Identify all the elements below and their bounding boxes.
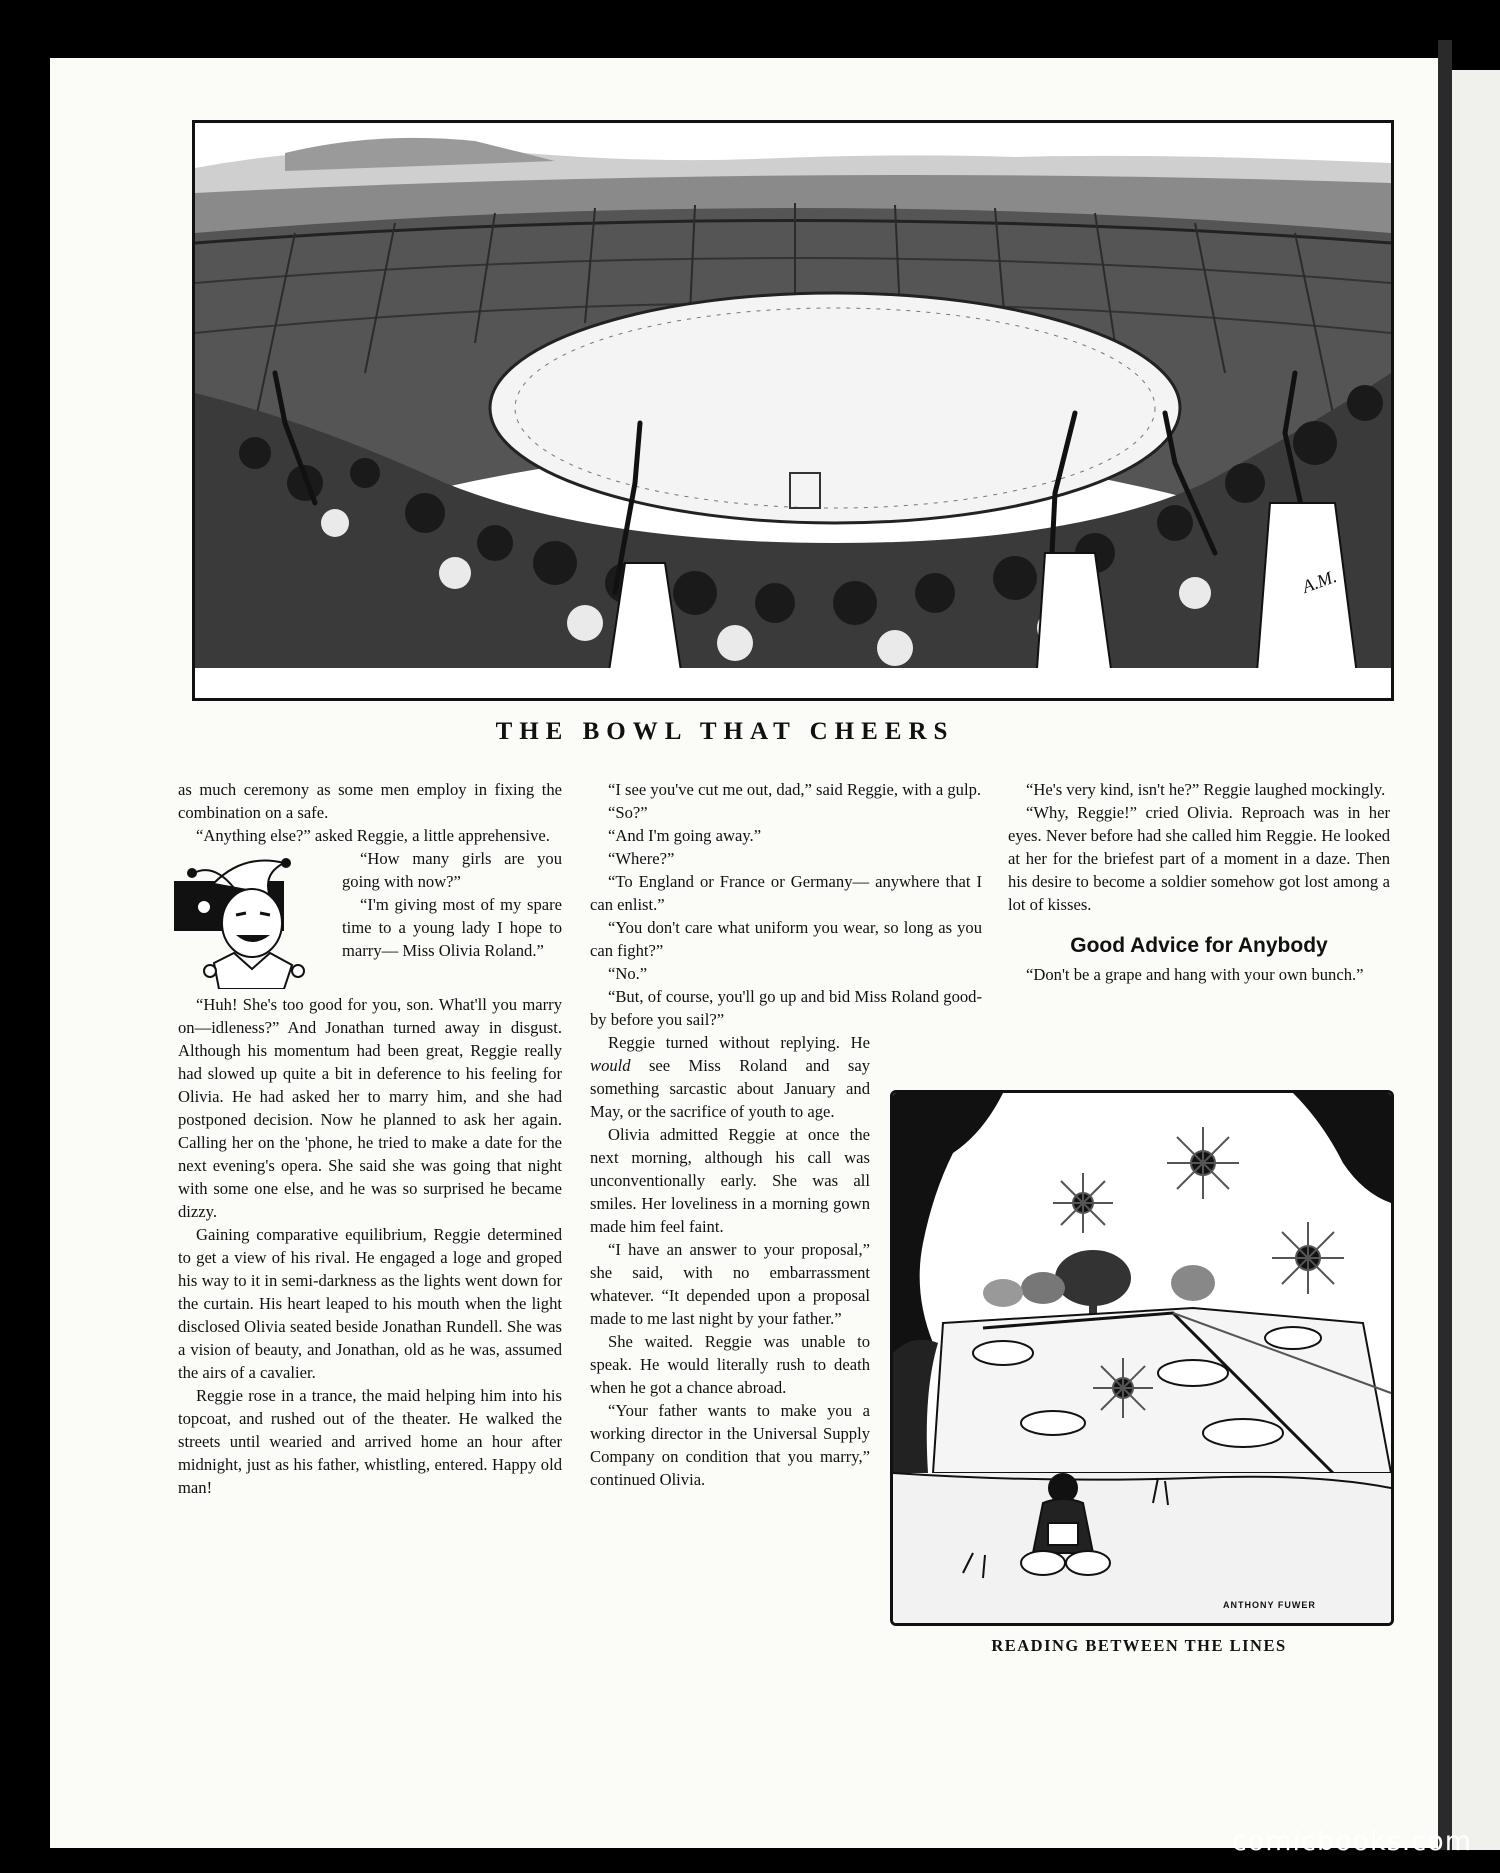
col1-paragraph-5: “Huh! She's too good for you, son. What'll you marry on—idleness?” And Jonathan turned away in disgust. Although his momentum had been great, Reggie really had slowed up quite a bit in deference to his feeling for Olivia. He had asked her to marry him, and she had postponed decision. Now he planned to ask her again. Calling her on the 'phone, he tried to make a date for the next evening's opera. She said she was going that night with some one else, and he was so surprised he became dizzy. bbox=[178, 995, 562, 1221]
page-title: THE BOWL THAT CHEERS bbox=[495, 718, 955, 745]
col3-paragraph-2: “Why, Reggie!” cried Olivia. Reproach was in her eyes. Never before had she called him Reggie. He looked at her for the briefest part of a moment in a daze. Then his desire to become a soldier somehow got lost among a lot of kisses. bbox=[1008, 803, 1390, 914]
col2-paragraph-13: “Your father wants to make you a working director in the Universal Supply Company on condition that you marry,” continued Olivia. bbox=[590, 1401, 870, 1489]
stadium-illustration bbox=[192, 120, 1394, 701]
col2-paragraph-12: She waited. Reggie was unable to speak. He would literally rush to death when he got a chance abroad. bbox=[590, 1332, 870, 1397]
cartoon-signature: ANTHONY FUWER bbox=[1223, 1600, 1316, 1610]
col2-paragraph-8: “But, of course, you'll go up and bid Miss Roland good-by before you sail?” bbox=[590, 987, 982, 1029]
facing-page-edge bbox=[1452, 70, 1500, 1850]
col2-paragraph-7: “No.” bbox=[608, 964, 648, 983]
col1-paragraph-7: Reggie rose in a trance, the maid helping him into his topcoat, and rushed out of the theater. He walked the streets until wearied and arrived home an hour after midnight, just as his father, whistling, entered. Happy old man! bbox=[178, 1386, 562, 1497]
col2-paragraph-9 bbox=[590, 1031, 870, 1123]
col1-paragraph-1: as much ceremony as some men employ in fixing the combination on a safe. bbox=[178, 780, 562, 822]
svg-text:A.M.: A.M. bbox=[1299, 565, 1340, 597]
col2-p9-end: see Miss Roland and say something sarcastic about January and May, or the sacrifice of youth to age. bbox=[590, 1056, 870, 1121]
page-spine bbox=[1438, 40, 1452, 1850]
column-1 bbox=[178, 778, 562, 1499]
stadium-drawing bbox=[195, 123, 1391, 698]
col2-paragraph-1: “I see you've cut me out, dad,” said Reggie, with a gulp. bbox=[608, 780, 982, 799]
column-3 bbox=[1008, 778, 1390, 986]
col2-paragraph-4: “Where?” bbox=[608, 849, 675, 868]
cartoon-illustration bbox=[890, 1090, 1394, 1626]
col2-paragraph-2: “So?” bbox=[608, 803, 648, 822]
col1-paragraph-2: “Anything else?” asked Reggie, a little apprehensive. bbox=[196, 826, 550, 845]
watermark: comicbooks.com bbox=[1231, 1826, 1472, 1857]
cartoon-caption: READING BETWEEN THE LINES bbox=[991, 1636, 1287, 1655]
col2-paragraph-10: Olivia admitted Reggie at once the next morning, although his call was unconventionally early. She was all smiles. Her loveliness in a morning gown made him feel faint. bbox=[590, 1125, 870, 1236]
col3-paragraph-1: “He's very kind, isn't he?” Reggie laughed mockingly. bbox=[1026, 780, 1386, 799]
col2-paragraph-5: “To England or France or Germany— anywhere that I can enlist.” bbox=[590, 872, 982, 914]
col1-paragraph-6: Gaining comparative equilibrium, Reggie determined to get a view of his rival. He engaged a loge and groped his way to it in semi-darkness as the lights went down for the curtain. His heart leaped to his mouth when the light disclosed Olivia seated beside Jonathan Rundell. She was a vision of beauty, and Jonathan, old as he was, assumed the airs of a cavalier. bbox=[178, 1225, 562, 1382]
col2-narrow-block bbox=[590, 1031, 870, 1491]
section-heading: Good Advice for Anybody bbox=[1070, 934, 1328, 957]
col2-p9-emphasis: would bbox=[590, 1056, 631, 1075]
col1-paragraph-4: “I'm giving most of my spare time to a young lady I hope to marry— Miss Olivia Roland.” bbox=[342, 895, 562, 960]
col2-p9-start: Reggie turned without replying. He bbox=[608, 1033, 870, 1052]
col1-paragraph-3: “How many girls are you going with now?” bbox=[342, 849, 562, 891]
col2-paragraph-6: “You don't care what uniform you wear, so long as you can fight?” bbox=[590, 918, 982, 960]
col2-paragraph-11: “I have an answer to your proposal,” she said, with no embarrassment whatever. “It depended upon a proposal made to me last night by your father.” bbox=[590, 1240, 870, 1328]
col3-paragraph-3: “Don't be a grape and hang with your own bunch.” bbox=[1026, 965, 1364, 984]
trench-cartoon-drawing bbox=[893, 1093, 1391, 1623]
jester-vignette bbox=[174, 853, 332, 989]
col2-paragraph-3: “And I'm going away.” bbox=[608, 826, 762, 845]
